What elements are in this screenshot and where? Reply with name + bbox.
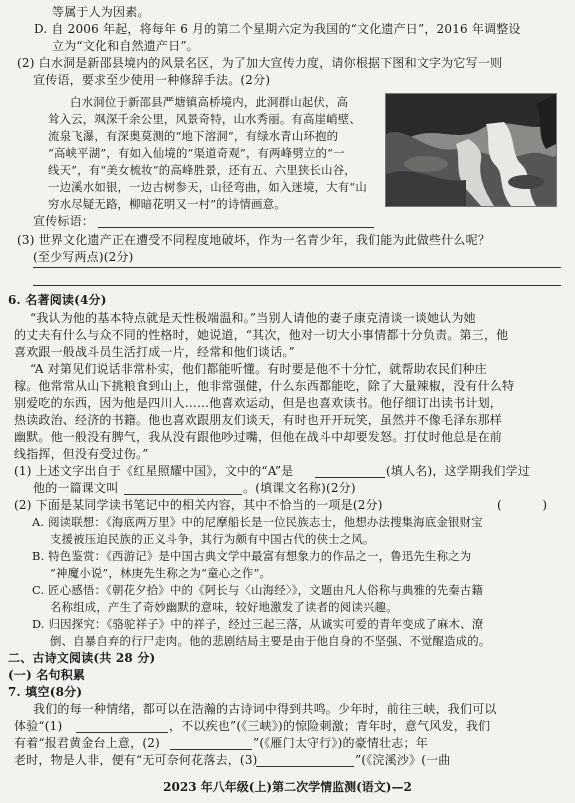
text-line: 别爱吃的东西，因为他是四川人……他喜欢运动，但是也喜欢读书。他仔细订出读书计划， — [14, 396, 503, 410]
text-line: 的丈夫有什么与众不同的性格时，她说道，“其次，他对一切大小事情都十分负责。第三，他 — [14, 328, 509, 342]
text-line: 热读政治、经济的书籍。他也喜欢跟朋友们谈天，有时也开开玩笑，虽然并不像毛泽东那样 — [14, 413, 503, 427]
question-text: 。(填课文名称)(2分) — [243, 481, 356, 495]
blank-title[interactable] — [124, 494, 242, 495]
subsection-heading: (一) 名句积累 — [8, 668, 86, 682]
fill-text: 有着“报君黄金台上意，(2) — [14, 736, 160, 750]
question-text: (2) 下面是某同学读书笔记中的相关内容，其中不恰当的一项是(2分) — [14, 498, 383, 512]
text-line: “高峡平湖”，有如入仙境的“渠道奇观”，有两峰劈立的“一 — [48, 146, 345, 160]
page-footer: 2023 年八年级(上)第二次学情监测(语文)—2 — [163, 780, 412, 794]
option-c: C. 匠心感悟：《朝花夕拾》中的《阿长与〈山海经〉》，文题由凡人俗称与典雅的先秦古籍 — [32, 583, 484, 597]
blank-1[interactable] — [76, 732, 168, 733]
question-heading: 7. 填空(8分) — [8, 685, 83, 699]
text-line: 宣传语，要求至少使用一种修辞手法。(2分) — [33, 73, 271, 87]
fill-text: ”(《浣溪沙》(一曲 — [355, 753, 451, 767]
text-line: 立为“文化和自然遗产日”。 — [52, 39, 199, 53]
option-a: A. 阅读联想：《海底两万里》中的尼摩船长是一位民族志士，他想办法搜集海底金银财宝 — [32, 515, 483, 529]
blank-name[interactable] — [315, 477, 385, 478]
fill-text: 老时，物是人非，便有“无可奈何花落去，(3) — [14, 753, 258, 767]
option-c-cont: 名称组成，产生了奇妙幽默的意味，较好地激发了读者的阅读兴趣。 — [50, 600, 398, 614]
text-line: (至少写两点)(2分) — [33, 250, 134, 264]
choice-answer-box[interactable] — [497, 497, 547, 513]
slogan-answer-line[interactable] — [98, 227, 374, 228]
fill-text: 体验“(1) — [14, 719, 63, 733]
text-line: (2) 白水洞是新邵县境内的风景名区，为了加大宣传力度，请你根据下图和文字为它写一则 — [17, 56, 503, 70]
option-d-cont: 倒、自暴自弃的行尸走肉。他的悲剧结局主要是由于他自身的不坚强、不觉醒造成的。 — [50, 634, 491, 648]
text-line: 一边溪水如银，一边古树参天，山径弯曲，如入迷境，大有“山 — [48, 180, 367, 194]
baishuidong-waterfall-photo — [385, 93, 557, 207]
option-b-cont: “神魔小说”，林庚先生称之为“童心之作”。 — [50, 566, 272, 580]
text-line: 我们的每一种情绪，都可以在浩瀚的古诗词中得到共鸣。少年时，前往三峡，我们可以 — [33, 702, 497, 716]
answer-line[interactable] — [33, 285, 561, 286]
text-line: 等属于人为因素。 — [52, 5, 150, 19]
text-line: “A 对第见们说话非常朴实，他们都能听懂。有时要是他不十分忙，就帮助农民们种庄 — [30, 362, 487, 376]
text-line: (3) 世界文化遗产正在遭受不同程度地破坏，作为一名青少年，我们能为此做些什么呢？ — [17, 233, 491, 247]
text-line: D. 自 2006 年起，将每年 6 月的第二个星期六定为我国的“文化遗产日”，2016 年调整设 — [34, 22, 521, 36]
slogan-label: 宣传标语： — [33, 214, 95, 228]
text-line: 稼。他常常从山下挑粮食到山上，他非常强健，什么东西都能吃，除了大量辣椒，没有什么特 — [14, 379, 515, 393]
text-line: 穷水尽疑无路，柳暗花明又一村”的诗情画意。 — [48, 197, 286, 211]
text-line: “我认为他的基本特点就是天性极端温和。”当别人请他的妻子康克清谈一谈她认为她 — [30, 311, 476, 325]
text-line: 线指挥，但没有受过伤。” — [14, 447, 149, 461]
section-heading: 6. 名著阅读(4分) — [8, 293, 107, 307]
option-a-cont: 支援被压迫民族的正义斗争，其行为颇有中国古代的侠士之风。 — [50, 532, 375, 546]
text-line: 流泉飞瀑，有深奥莫测的“地下溶洞”，有绿水青山环抱的 — [48, 129, 339, 143]
text-line: 线天”，有“美女梳妆”的高峰胜景，还有五、六里狭长山谷， — [48, 163, 356, 177]
fill-text: ，不以疾也”(《三峡》)的惊险刺激；青年时，意气风发，我们 — [169, 719, 491, 733]
text-line: 白水洞位于新邵县严塘镇高桥境内，此洞群山起伏，高 — [70, 95, 349, 109]
question-text: (1) 上述文字出自于《红星照耀中国》，文中的“A”是 — [14, 464, 294, 478]
option-d: D. 归因探究：《骆驼祥子》中的祥子，经过三起三落，从诚实可爱的青年变成了麻木、潦 — [32, 617, 484, 631]
text-line: 幽默。他一般没有脾气，我从没有跟他吵过嘴，但他在战斗中却要发怒。打仗时他总是在前 — [14, 430, 503, 444]
option-b: B. 特色鉴赏：《西游记》是中国古典文学中最富有想象力的作品之一，鲁迅先生称之为 — [32, 549, 472, 563]
text-line: 耸入云，飒深千余公里，风景奇特，山水秀丽。有高崖峭壁、 — [48, 112, 361, 126]
blank-3[interactable] — [256, 766, 354, 767]
text-line: 喜欢跟一般战斗员生活打成一片，经常和他们谈话。” — [14, 345, 295, 359]
section-heading: 二、古诗文阅读(共 28 分) — [8, 651, 156, 665]
question-text: (填人名)，这学期我们学过 — [386, 464, 530, 478]
blank-2[interactable] — [170, 749, 252, 750]
question-text: 他的一篇课文叫 — [33, 481, 119, 495]
answer-line[interactable] — [33, 267, 561, 268]
fill-text: ”(《雁门太守行》)的豪情壮志；年 — [253, 736, 428, 750]
